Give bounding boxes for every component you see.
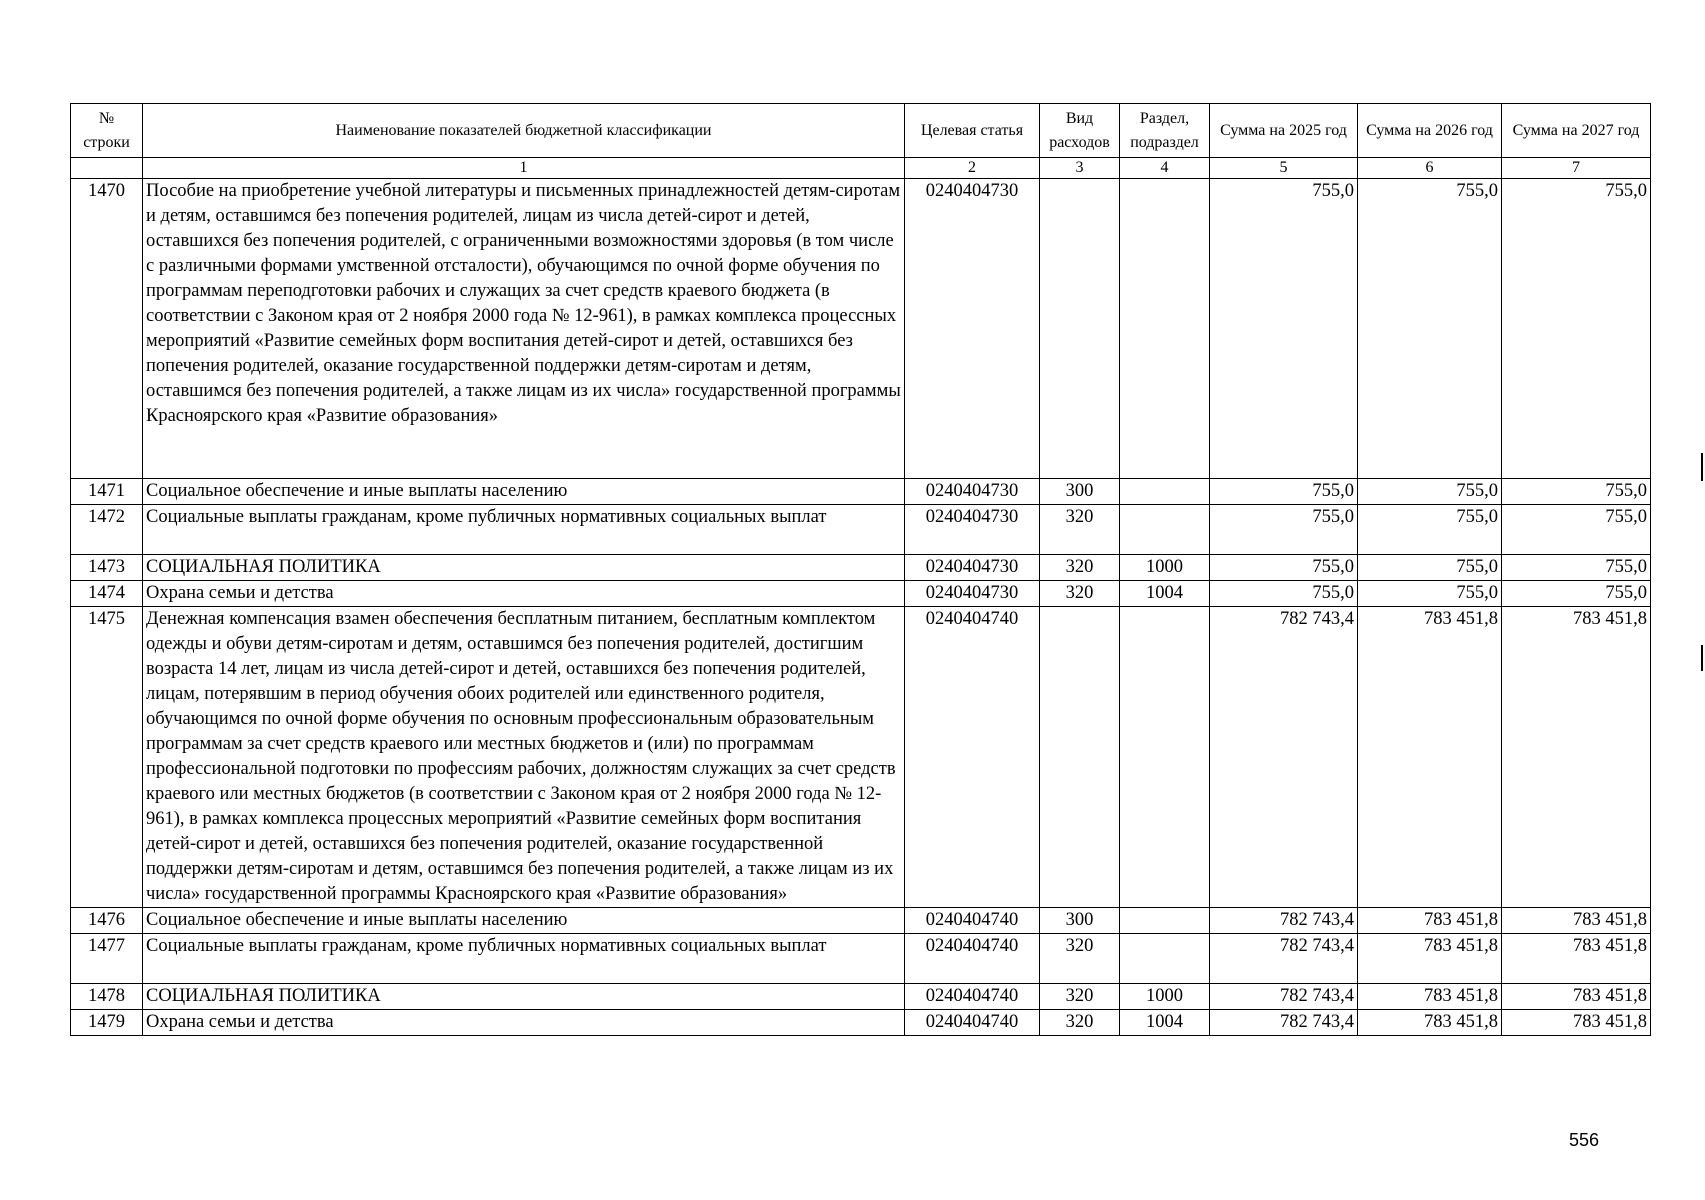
row-section — [1120, 505, 1210, 555]
row-sum-2027: 783 451,8 — [1502, 984, 1651, 1010]
row-name: Охрана семьи и детства — [143, 1010, 905, 1036]
row-sum-2027: 755,0 — [1502, 581, 1651, 607]
row-sum-2027: 755,0 — [1502, 479, 1651, 505]
row-target-article: 0240404730 — [905, 505, 1040, 555]
row-sum-2025: 755,0 — [1210, 581, 1358, 607]
row-target-article: 0240404740 — [905, 934, 1040, 984]
row-section: 1000 — [1120, 555, 1210, 581]
row-expense-type: 320 — [1040, 1010, 1120, 1036]
header-sum-2025: Сумма на 2025 год — [1210, 104, 1358, 158]
row-expense-type: 320 — [1040, 934, 1120, 984]
column-number-row — [71, 158, 1651, 179]
column-number-blank — [71, 158, 143, 179]
table-row — [71, 479, 1651, 505]
row-sum-2027: 755,0 — [1502, 505, 1651, 555]
row-expense-type: 320 — [1040, 581, 1120, 607]
row-number: 1470 — [71, 179, 143, 479]
row-number: 1474 — [71, 581, 143, 607]
row-sum-2026: 783 451,8 — [1358, 934, 1502, 984]
row-section — [1120, 607, 1210, 908]
row-sum-2026: 755,0 — [1358, 555, 1502, 581]
table-row — [71, 607, 1651, 908]
row-number: 1471 — [71, 479, 143, 505]
row-number: 1478 — [71, 984, 143, 1010]
row-sum-2026: 783 451,8 — [1358, 984, 1502, 1010]
row-target-article: 0240404740 — [905, 607, 1040, 908]
row-expense-type: 300 — [1040, 479, 1120, 505]
row-name: Социальные выплаты гражданам, кроме публичных нормативных социальных выплат — [143, 505, 905, 555]
row-target-article: 0240404740 — [905, 1010, 1040, 1036]
row-sum-2026: 755,0 — [1358, 479, 1502, 505]
column-number: 6 — [1358, 158, 1502, 179]
row-name: Социальное обеспечение и иные выплаты населению — [143, 479, 905, 505]
table-row — [71, 908, 1651, 934]
row-sum-2025: 782 743,4 — [1210, 1010, 1358, 1036]
row-number: 1473 — [71, 555, 143, 581]
row-sum-2026: 783 451,8 — [1358, 908, 1502, 934]
row-sum-2026: 783 451,8 — [1358, 607, 1502, 908]
row-section — [1120, 908, 1210, 934]
row-expense-type — [1040, 179, 1120, 479]
row-name: СОЦИАЛЬНАЯ ПОЛИТИКА — [143, 984, 905, 1010]
row-target-article: 0240404730 — [905, 555, 1040, 581]
header-sum-2026: Сумма на 2026 год — [1358, 104, 1502, 158]
row-name: Денежная компенсация взамен обеспечения бесплатным питанием, бесплатным комплектом одежды и обуви детям-сиротам и детям, оставшимся без попечения родителей, достигшим возраста 14 лет, лицам из числа детей-сирот и детей, оставшихся без попечения родителей, лицам, потерявшим в период обучения обоих родителей или единственного родителя, обучающимся по очной форме обучения по основным профессиональным образовательным программам за счет средств краевого или местных бюджетов и (или) по программам профессиональной подготовки по профессиям рабочих, должностям служащих за счет средств краевого или местных бюджетов (в соответствии с Законом края от 2 ноября 2000 года № 12-961), в рамках комплекса процессных мероприятий «Развитие семейных форм воспитания детей-сирот и детей, оставшихся без попечения родителей, оказание государственной поддержки детям-сиротам и детям, оставшимся без попечения родителей, а также лицам из их числа» государственной программы Красноярского края «Развитие образования» — [143, 607, 905, 908]
header-sum-2027: Сумма на 2027 год — [1502, 104, 1651, 158]
row-number: 1479 — [71, 1010, 143, 1036]
column-number: 2 — [905, 158, 1040, 179]
header-indicator-name: Наименование показателей бюджетной классификации — [143, 104, 905, 158]
header-row — [71, 104, 1651, 158]
row-target-article: 0240404740 — [905, 908, 1040, 934]
row-sum-2025: 782 743,4 — [1210, 607, 1358, 908]
row-expense-type — [1040, 607, 1120, 908]
column-number: 1 — [143, 158, 905, 179]
row-sum-2027: 783 451,8 — [1502, 908, 1651, 934]
row-expense-type: 320 — [1040, 505, 1120, 555]
row-sum-2027: 783 451,8 — [1502, 1010, 1651, 1036]
row-section: 1004 — [1120, 1010, 1210, 1036]
row-sum-2025: 755,0 — [1210, 479, 1358, 505]
row-section — [1120, 934, 1210, 984]
header-section: Раздел, подраздел — [1120, 104, 1210, 158]
table-row — [71, 505, 1651, 555]
row-sum-2025: 755,0 — [1210, 505, 1358, 555]
row-sum-2025: 782 743,4 — [1210, 908, 1358, 934]
row-sum-2026: 755,0 — [1358, 581, 1502, 607]
row-section — [1120, 179, 1210, 479]
row-sum-2027: 783 451,8 — [1502, 934, 1651, 984]
table-row — [71, 179, 1651, 479]
row-section — [1120, 479, 1210, 505]
scan-edge-mark — [1701, 453, 1703, 481]
row-sum-2026: 783 451,8 — [1358, 1010, 1502, 1036]
row-number: 1475 — [71, 607, 143, 908]
row-section: 1000 — [1120, 984, 1210, 1010]
row-sum-2027: 755,0 — [1502, 179, 1651, 479]
row-sum-2027: 755,0 — [1502, 555, 1651, 581]
table-row — [71, 555, 1651, 581]
row-name: Социальное обеспечение и иные выплаты населению — [143, 908, 905, 934]
row-sum-2026: 755,0 — [1358, 505, 1502, 555]
budget-table — [70, 103, 1651, 1036]
header-expense-type: Вид расходов — [1040, 104, 1120, 158]
row-sum-2027: 783 451,8 — [1502, 607, 1651, 908]
row-name: Пособие на приобретение учебной литературы и письменных принадлежностей детям-сиротам и детям, оставшимся без попечения родителей, лицам из числа детей-сирот и детей, оставшихся без попечения родителей, с ограниченными возможностями здоровья (в том числе с различными формами умственной отсталости), обучающимся по очной форме обучения по программам переподготовки рабочих и служащих за счет средств краевого бюджета (в соответствии с Законом края от 2 ноября 2000 года № 12-961), в рамках комплекса процессных мероприятий «Развитие семейных форм воспитания детей-сирот и детей, оставшихся без попечения родителей, оказание государственной поддержки детям-сиротам и детям, оставшимся без попечения родителей, а также лицам из их числа» государственной программы Красноярского края «Развитие образования» — [143, 179, 905, 479]
page-number: 556 — [1569, 1130, 1600, 1150]
row-sum-2025: 782 743,4 — [1210, 934, 1358, 984]
row-target-article: 0240404740 — [905, 984, 1040, 1010]
row-expense-type: 320 — [1040, 555, 1120, 581]
header-row-number: № строки — [71, 104, 143, 158]
row-number: 1476 — [71, 908, 143, 934]
scan-edge-mark — [1701, 645, 1703, 671]
header-target-article: Целевая статья — [905, 104, 1040, 158]
row-expense-type: 300 — [1040, 908, 1120, 934]
table-row — [71, 1010, 1651, 1036]
row-sum-2025: 755,0 — [1210, 179, 1358, 479]
row-sum-2025: 755,0 — [1210, 555, 1358, 581]
column-number: 4 — [1120, 158, 1210, 179]
row-target-article: 0240404730 — [905, 479, 1040, 505]
row-sum-2025: 782 743,4 — [1210, 984, 1358, 1010]
row-name: СОЦИАЛЬНАЯ ПОЛИТИКА — [143, 555, 905, 581]
row-sum-2026: 755,0 — [1358, 179, 1502, 479]
row-section: 1004 — [1120, 581, 1210, 607]
row-name: Социальные выплаты гражданам, кроме публичных нормативных социальных выплат — [143, 934, 905, 984]
row-target-article: 0240404730 — [905, 179, 1040, 479]
row-number: 1472 — [71, 505, 143, 555]
column-number: 3 — [1040, 158, 1120, 179]
column-number: 5 — [1210, 158, 1358, 179]
table-row — [71, 581, 1651, 607]
row-expense-type: 320 — [1040, 984, 1120, 1010]
table-row — [71, 984, 1651, 1010]
row-name: Охрана семьи и детства — [143, 581, 905, 607]
column-number: 7 — [1502, 158, 1651, 179]
row-number: 1477 — [71, 934, 143, 984]
table-row — [71, 934, 1651, 984]
row-target-article: 0240404730 — [905, 581, 1040, 607]
